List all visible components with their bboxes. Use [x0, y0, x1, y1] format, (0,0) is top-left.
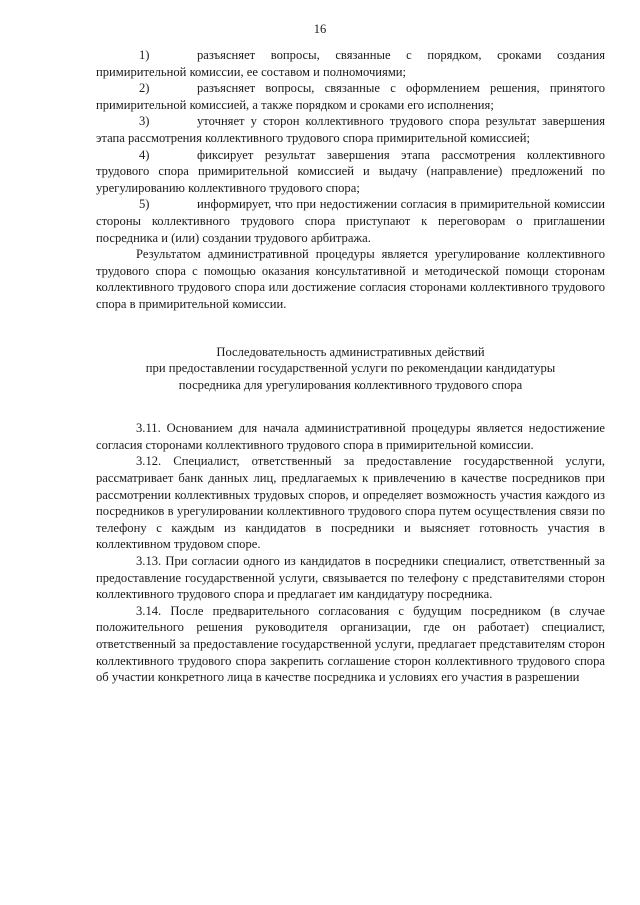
result-paragraph: Результатом административной процедуры является урегулирование коллективного трудового спора с помощью оказания консультативной и методической помощи сторонам коллективного трудового спора или достижение согласия сторонами коллективного трудового спора в примирительной комиссии.	[96, 247, 605, 311]
page-body	[96, 47, 605, 686]
list-item-1	[96, 47, 605, 80]
list-item-5	[96, 196, 605, 246]
list-item-2	[96, 80, 605, 113]
list-item-number: 2)	[139, 81, 150, 96]
list-item-4	[96, 147, 605, 197]
list-item-text: информирует, что при недостижении согласия в примирительной комиссии стороны коллективного трудового спора приступают к переговорам о приглашении посредника и (или) создании трудового арбитража.	[96, 197, 605, 245]
page-number: 16	[313, 22, 327, 36]
list-item-text: разъясняет вопросы, связанные с порядком, сроками создания примирительной комиссии, ее составом и полномочиями;	[96, 48, 605, 79]
section-heading-line: Последовательность административных действий	[216, 344, 485, 359]
list-item-3	[96, 113, 605, 146]
paragraph-3-13: 3.13. При согласии одного из кандидатов в посредники специалист, ответственный за предоставление государственной услуги, связывается по телефону с представителями сторон коллективного трудового спора и предлагает им кандидатуру посредника.	[96, 554, 605, 602]
list-item-number: 3)	[139, 114, 150, 129]
paragraph-3-11: 3.11. Основанием для начала административной процедуры является недостижение согласия сторонами коллективного трудового спора в примирительной комиссии.	[96, 421, 605, 452]
list-item-number: 5)	[139, 197, 150, 212]
list-item-text: уточняет у сторон коллективного трудового спора результат завершения этапа рассмотрения коллективного трудового спора примирительной комиссией;	[96, 114, 605, 145]
list-item-number: 1)	[139, 48, 150, 62]
list-item-text: фиксирует результат завершения этапа рассмотрения коллективного трудового спора примирительной комиссией и выдачу (направление) предложений по урегулированию коллективного трудового спора;	[96, 147, 605, 195]
section-heading-line: при предоставлении государственной услуги по рекомендации кандидатуры	[145, 361, 556, 376]
paragraph-3-14: 3.14. После предварительного согласования с будущим посредником (в случае положительного решения руководителя организации, где он работает) специалист, ответственный за предоставление государственной услуги, предлагает представителям сторон коллективного трудового спора закрепить соглашение сторон коллективного трудового спора об участии конкретного лица в качестве посредника и условиях его участия в разрешении	[96, 603, 605, 685]
section-heading-line: посредника для урегулирования коллективного трудового спора	[178, 377, 523, 392]
paragraph-3-12: 3.12. Специалист, ответственный за предоставление государственной услуги, рассматривает банк данных лиц, предлагаемых к привлечению в качестве посредников при рассмотрении коллективных трудовых споров, и определяет возможность участия каждого из посредников в урегулировании коллективного трудового спора путем осуществления связи по телефону с каждым из кандидатов в посредники и выясняет готовность участия в коллективном трудовом споре.	[96, 454, 605, 552]
list-item-number: 4)	[139, 147, 150, 162]
section-heading	[96, 344, 605, 394]
list-item-text: разъясняет вопросы, связанные с оформлением решения, принятого примирительной комиссией, а также порядком и сроками его исполнения;	[96, 81, 605, 112]
